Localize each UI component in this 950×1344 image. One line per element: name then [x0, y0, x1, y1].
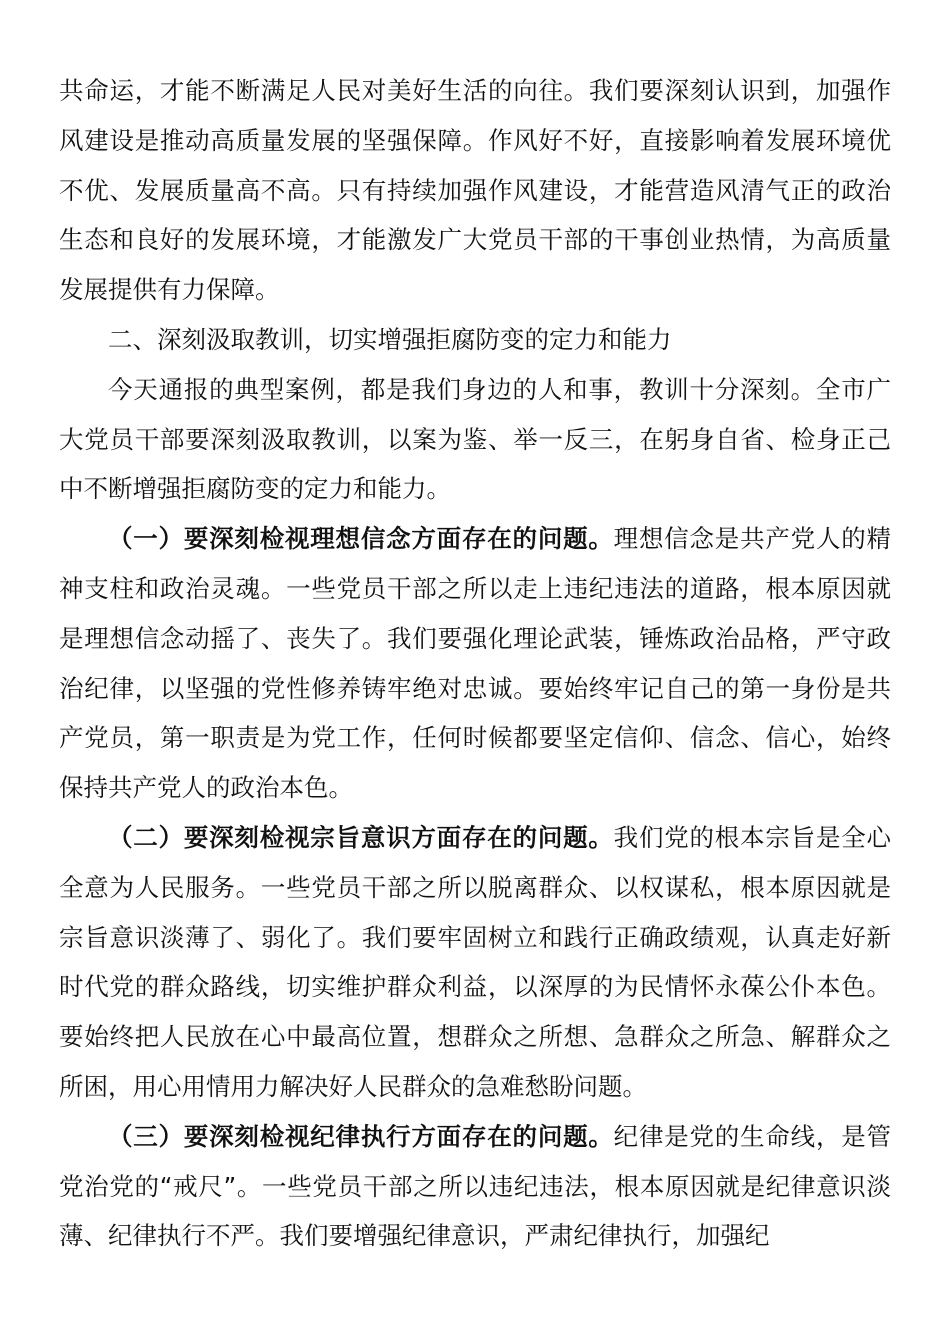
paragraph-text: 我们党的根本宗旨是全心全意为人民服务。一些党员干部之所以脱离群众、以权谋私，根本原因就是宗旨意识淡薄了、弱化了。我们要牢固树立和践行正确政绩观，认真走好新时代党的群众路线，切实维护群众利益，以深厚的为民情怀永葆公仆本色。要始终把人民放在心中最高位置，想群众之所想、急群众之所急、解群众之所困，用心用情用力解决好人民群众的急难愁盼问题。: [59, 822, 892, 1101]
paragraph-text: 共命运，才能不断满足人民对美好生活的向往。我们要深刻认识到，加强作风建设是推动高质量发展的坚强保障。作风好不好，直接影响着发展环境优不优、发展质量高不高。只有持续加强作风建设，才能营造风清气正的政治生态和良好的发展环境，才能激发广大党员干部的干事创业热情，为高质量发展提供有力保障。: [59, 76, 891, 305]
section-heading: [59, 315, 891, 365]
paragraph-lead: （三）要深刻检视纪律执行方面存在的问题。: [108, 1121, 614, 1151]
paragraph-text: 理想信念是共产党人的精神支柱和政治灵魂。一些党员干部之所以走上违纪违法的道路，根本原因就是理想信念动摇了、丧失了。我们要强化理论武装，锤炼政治品格，严守政治纪律，以坚强的党性修养铸牢绝对忠诚。要始终牢记自己的第一身份是共产党员，第一职责是为党工作，任何时候都要坚定信仰、信念、信心，始终保持共产党人的政治本色。: [59, 524, 892, 803]
paragraph-lead: （二）要深刻检视宗旨意识方面存在的问题。: [108, 822, 614, 852]
paragraph-point-3: [59, 1112, 891, 1261]
paragraph-point-2: [59, 813, 891, 1112]
paragraph-continuation: [59, 66, 891, 315]
paragraph-text: 今天通报的典型案例，都是我们身边的人和事，教训十分深刻。全市广大党员干部要深刻汲取教训，以案为鉴、举一反三，在躬身自省、检身正己中不断增强拒腐防变的定力和能力。: [59, 374, 891, 504]
document-body: [59, 66, 891, 1261]
section-heading-text: 二、深刻汲取教训，切实增强拒腐防变的定力和能力: [108, 324, 672, 354]
paragraph-text: 纪律是党的生命线，是管党治党的“戒尺”。一些党员干部之所以违纪违法，根本原因就是纪律意识淡薄、纪律执行不严。我们要增强纪律意识，严肃纪律执行，加强纪: [59, 1121, 892, 1251]
paragraph-intro: [59, 365, 891, 514]
paragraph-point-1: [59, 514, 891, 813]
paragraph-lead: （一）要深刻检视理想信念方面存在的问题。: [108, 524, 614, 554]
